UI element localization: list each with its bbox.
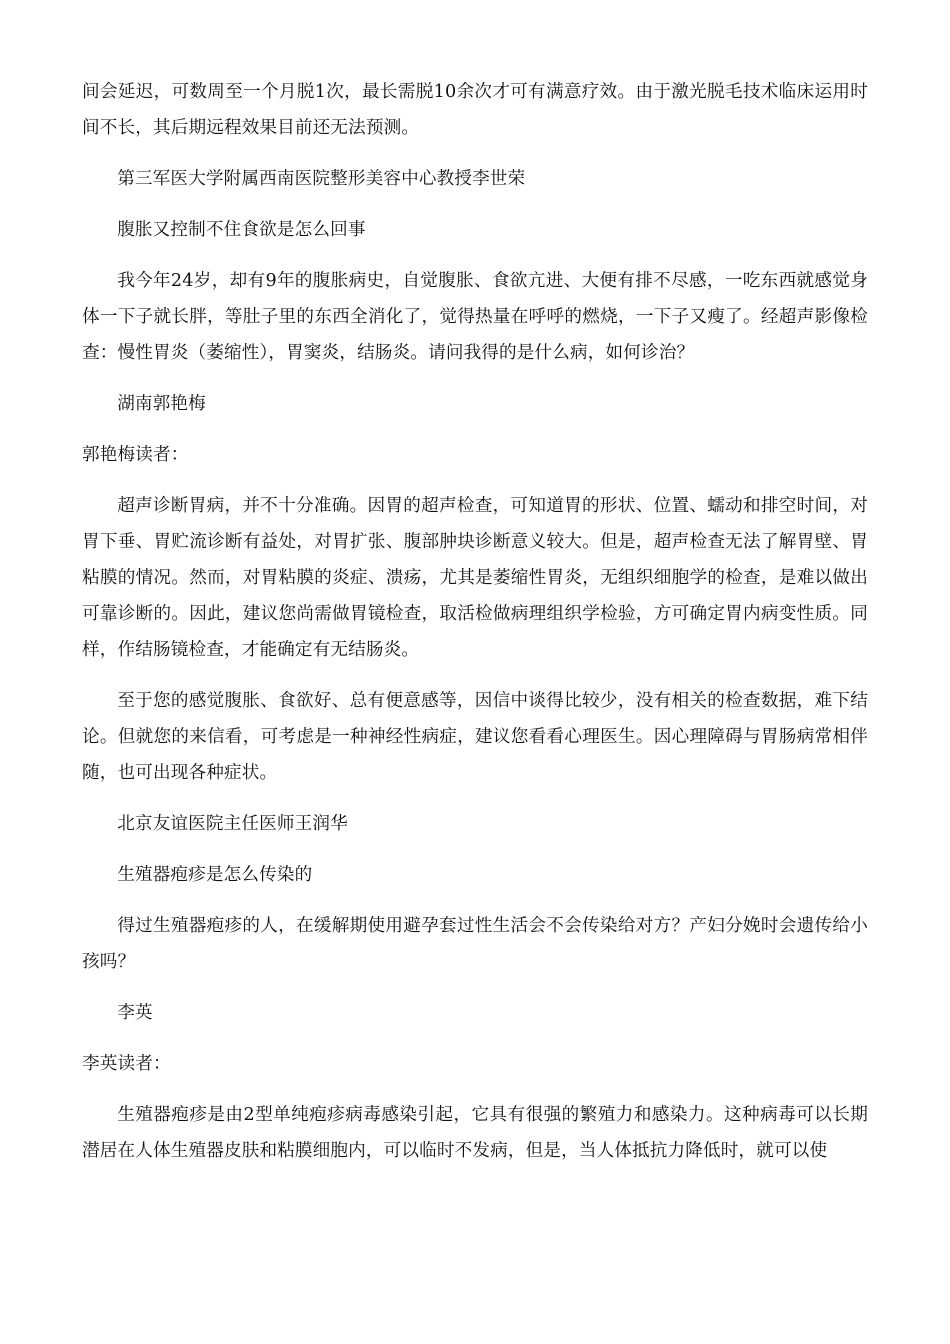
answer-paragraph-symptoms: 至于您的感觉腹胀、食欲好、总有便意感等，因信中谈得比较少，没有相关的检查数据，难下结论。但就您的来信看，可考虑是一种神经性病症，建议您看看心理医生。因心理障碍与胃肠病常相伴随，也可出现各种症状。 xyxy=(82,691,868,783)
reader-salutation-li-ying: 李英读者： xyxy=(82,1054,171,1074)
reader-salutation-guo-yanmei: 郭艳梅读者： xyxy=(82,445,189,465)
document-page xyxy=(82,74,868,1169)
question-title-bloating: 腹胀又控制不住食欲是怎么回事 xyxy=(117,220,366,240)
question-title-genital-herpes: 生殖器疱疹是怎么传染的 xyxy=(117,865,313,885)
answer-paragraph-genital-herpes: 生殖器疱疹是由2型单纯疱疹病毒感染引起，它具有很强的繁殖力和感染力。这种病毒可以长期潜居在人体生殖器皮肤和粘膜细胞内，可以临时不发病，但是，当人体抵抗力降低时，就可以使 xyxy=(82,1105,868,1161)
reader-question-genital-herpes: 得过生殖器疱疹的人，在缓解期使用避孕套过性生活会不会传染给对方？产妇分娩时会遗传给小孩吗？ xyxy=(82,916,868,972)
reader-signature-guo-yanmei: 湖南郭艳梅 xyxy=(117,394,206,414)
answer-paragraph-ultrasound: 超声诊断胃病，并不十分准确。因胃的超声检查，可知道胃的形状、位置、蠕动和排空时间，对胃下垂、胃贮流诊断有益处，对胃扩张、腹部肿块诊断意义较大。但是，超声检查无法了解胃壁、胃粘膜的情况。然而，对胃粘膜的炎症、溃疡，尤其是萎缩性胃炎，无组织细胞学的检查，是难以做出可靠诊断的。因此，建议您尚需做胃镜检查，取活检做病理组织学检验，方可确定胃内病变性质。同样，作结肠镜检查，才能确定有无结肠炎。 xyxy=(82,496,868,660)
paragraph-laser-hair-removal-end: 间会延迟，可数周至一个月脱1次，最长需脱10余次才可有满意疗效。由于激光脱毛技术临床运用时间不长，其后期远程效果目前还无法预测。 xyxy=(82,82,868,138)
reader-question-bloating: 我今年24岁，却有9年的腹胀病史，自觉腹胀、食欲亢进、大便有排不尽感，一吃东西就感觉身体一下子就长胖，等肚子里的东西全消化了，觉得热量在呼呼的燃烧，一下子又瘦了。经超声影像检查：慢性胃炎（萎缩性），胃窦炎，结肠炎。请问我得的是什么病，如何诊治？ xyxy=(82,271,868,363)
author-signature-wang-runhua: 北京友谊医院主任医师王润华 xyxy=(117,814,348,834)
reader-signature-li-ying: 李英 xyxy=(117,1003,153,1023)
author-signature-li-shirong: 第三军医大学附属西南医院整形美容中心教授李世荣 xyxy=(117,169,526,189)
